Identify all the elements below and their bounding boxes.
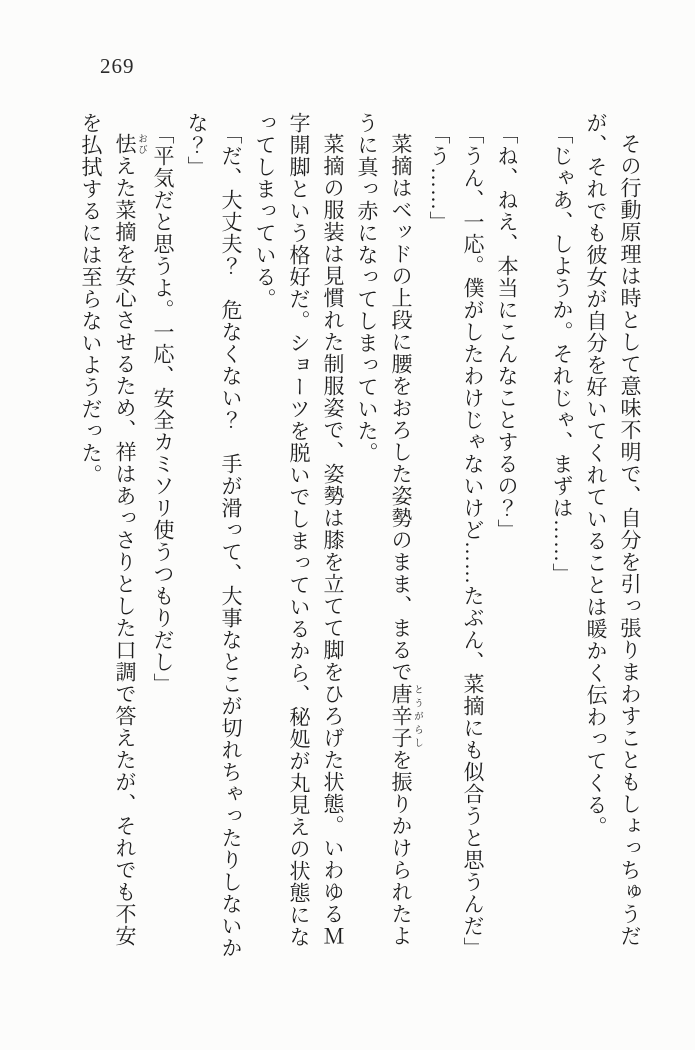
- page-number: 269: [100, 54, 135, 78]
- paragraph-p2: 「じゃあ、しようか。それじゃ、まずは……」: [550, 122, 574, 585]
- ruby-annotation: 唐辛子 とうがらし: [389, 683, 422, 749]
- ruby-annotation: 怯 おび: [113, 133, 146, 155]
- vertical-text-area: [74, 112, 647, 960]
- paragraph-p1: その行動原理は時として意味不明で、自分を引っ張りまわすこともしょっちゅうだが、それでも彼女が自分を好いてくれていることは暖かく伝わってくる。: [584, 112, 642, 947]
- paragraph-p6: 菜摘はベッドの上段に腰をおろした姿勢のまま、まるで唐辛子 とうがらしを振りかけられたように真っ赤になってしまっていた。: [355, 112, 422, 947]
- paragraph-p7: 菜摘の服装は見慣れた制服姿で、姿勢は膝を立てて脚をひろげた状態。いわゆるＭ字開脚という格好だ。ショーツを脱いでしまっているから、秘処が丸見えの状態になってしまっている。: [253, 112, 345, 948]
- paragraph-p4: 「うん、一応。僕がしたわけじゃないけど……たぶん、菜摘にも似合うと思うんだ」: [461, 122, 485, 959]
- paragraph-p5: 「う……」: [427, 122, 451, 233]
- paragraph-p10: 怯 おびえた菜摘を安心させるため、祥はあっさりとした口調で答えたが、それでも不安を払拭するには至らないようだった。: [79, 112, 146, 947]
- paragraph-p3: 「ね、ねえ、本当にこんなことするの？」: [495, 122, 519, 541]
- paragraph-p9: 「平気だと思うよ。一応、安全カミソリ使うつもりだし」: [151, 122, 175, 695]
- paragraph-p8: 「だ、大丈夫？ 危なくない？ 手が滑って、大事なとこが切れちゃったりしないかな？」: [185, 112, 243, 959]
